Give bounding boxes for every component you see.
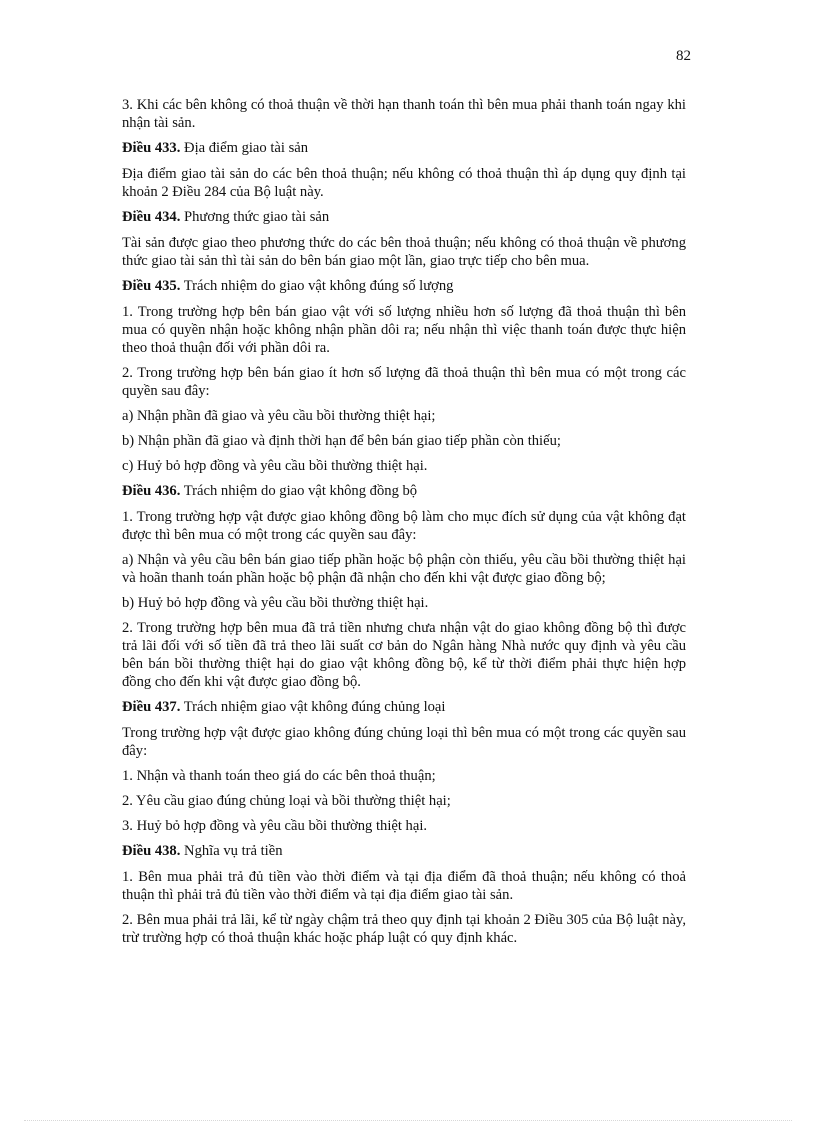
article-title: Địa điểm giao tài sản (180, 140, 309, 156)
page-number: 82 (676, 48, 691, 64)
paragraph: 1. Nhận và thanh toán theo giá do các bên thoả thuận; (122, 768, 436, 784)
article-heading (122, 277, 686, 295)
article-number: Điều 436. (122, 483, 181, 499)
page-bottom-divider (24, 1120, 792, 1121)
paragraph: b) Nhận phần đã giao và định thời hạn để bên bán giao tiếp phần còn thiếu; (122, 433, 561, 449)
article-title: Phương thức giao tài sản (180, 209, 330, 225)
article-number: Điều 433. (122, 140, 181, 156)
paragraph: 1. Bên mua phải trả đủ tiền vào thời điểm và tại địa điểm đã thoả thuận; nếu không có thoả thuận thì phải trả đủ tiền vào thời điểm và tại địa điểm giao tài sản. (122, 869, 686, 903)
paragraph: 2. Trong trường hợp bên mua đã trả tiền nhưng chưa nhận vật do giao không đồng bộ thì được trả lãi đối với số tiền đã trả theo lãi suất cơ bản do Ngân hàng Nhà nước quy định và yêu cầu bên bán bồi thường thiệt hại do giao vật không đồng bộ, kể từ thời điểm phải thực hiện hợp đồng cho đến khi vật được giao đồng bộ. (122, 620, 686, 690)
paragraph: 3. Khi các bên không có thoả thuận về thời hạn thanh toán thì bên mua phải thanh toán ngay khi nhận tài sản. (122, 97, 686, 131)
paragraph: 1. Trong trường hợp bên bán giao vật với số lượng nhiều hơn số lượng đã thoả thuận thì bên mua có quyền nhận hoặc không nhận phần dôi ra; nếu nhận thì việc thanh toán được thực hiện theo thoả thuận đối với phần dôi ra. (122, 304, 686, 356)
paragraph: a) Nhận phần đã giao và yêu cầu bồi thường thiệt hại; (122, 408, 436, 424)
paragraph: a) Nhận và yêu cầu bên bán giao tiếp phần hoặc bộ phận còn thiếu, yêu cầu bồi thường thiệt hại và hoãn thanh toán phần hoặc bộ phận đã nhận cho đến khi vật được giao đồng bộ; (122, 552, 686, 586)
paragraph: c) Huỷ bỏ hợp đồng và yêu cầu bồi thường thiệt hại. (122, 458, 428, 474)
document-body (122, 96, 686, 954)
article-number: Điều 434. (122, 209, 181, 225)
article-heading (122, 482, 686, 500)
paragraph: 2. Bên mua phải trả lãi, kể từ ngày chậm trả theo quy định tại khoản 2 Điều 305 của Bộ luật này, trừ trường hợp có thoả thuận khác hoặc pháp luật có quy định khác. (122, 912, 686, 946)
article-number: Điều 437. (122, 699, 181, 715)
paragraph: 1. Trong trường hợp vật được giao không đồng bộ làm cho mục đích sử dụng của vật không đạt được thì bên mua có một trong các quyền sau đây: (122, 509, 686, 543)
article-heading (122, 139, 686, 157)
article-number: Điều 438. (122, 843, 181, 859)
paragraph: Tài sản được giao theo phương thức do các bên thoả thuận; nếu không có thoả thuận về phương thức giao tài sản thì tài sản do bên bán giao một lần, giao trực tiếp cho bên mua. (122, 235, 686, 269)
article-heading (122, 698, 686, 716)
article-heading (122, 842, 686, 860)
article-heading (122, 208, 686, 226)
paragraph: 2. Trong trường hợp bên bán giao ít hơn số lượng đã thoả thuận thì bên mua có một trong các quyền sau đây: (122, 365, 686, 399)
article-title: Nghĩa vụ trả tiền (180, 843, 283, 859)
article-title: Trách nhiệm do giao vật không đồng bộ (180, 483, 418, 499)
article-number: Điều 435. (122, 278, 181, 294)
paragraph: Địa điểm giao tài sản do các bên thoả thuận; nếu không có thoả thuận thì áp dụng quy định tại khoản 2 Điều 284 của Bộ luật này. (122, 166, 686, 200)
paragraph: 3. Huỷ bỏ hợp đồng và yêu cầu bồi thường thiệt hại. (122, 818, 428, 834)
paragraph: b) Huỷ bỏ hợp đồng và yêu cầu bồi thường thiệt hại. (122, 595, 429, 611)
paragraph: Trong trường hợp vật được giao không đúng chủng loại thì bên mua có một trong các quyền sau đây: (122, 725, 686, 759)
article-title: Trách nhiệm do giao vật không đúng số lượng (180, 278, 454, 294)
paragraph: 2. Yêu cầu giao đúng chủng loại và bồi thường thiệt hại; (122, 793, 451, 809)
article-title: Trách nhiệm giao vật không đúng chủng loại (180, 699, 446, 715)
